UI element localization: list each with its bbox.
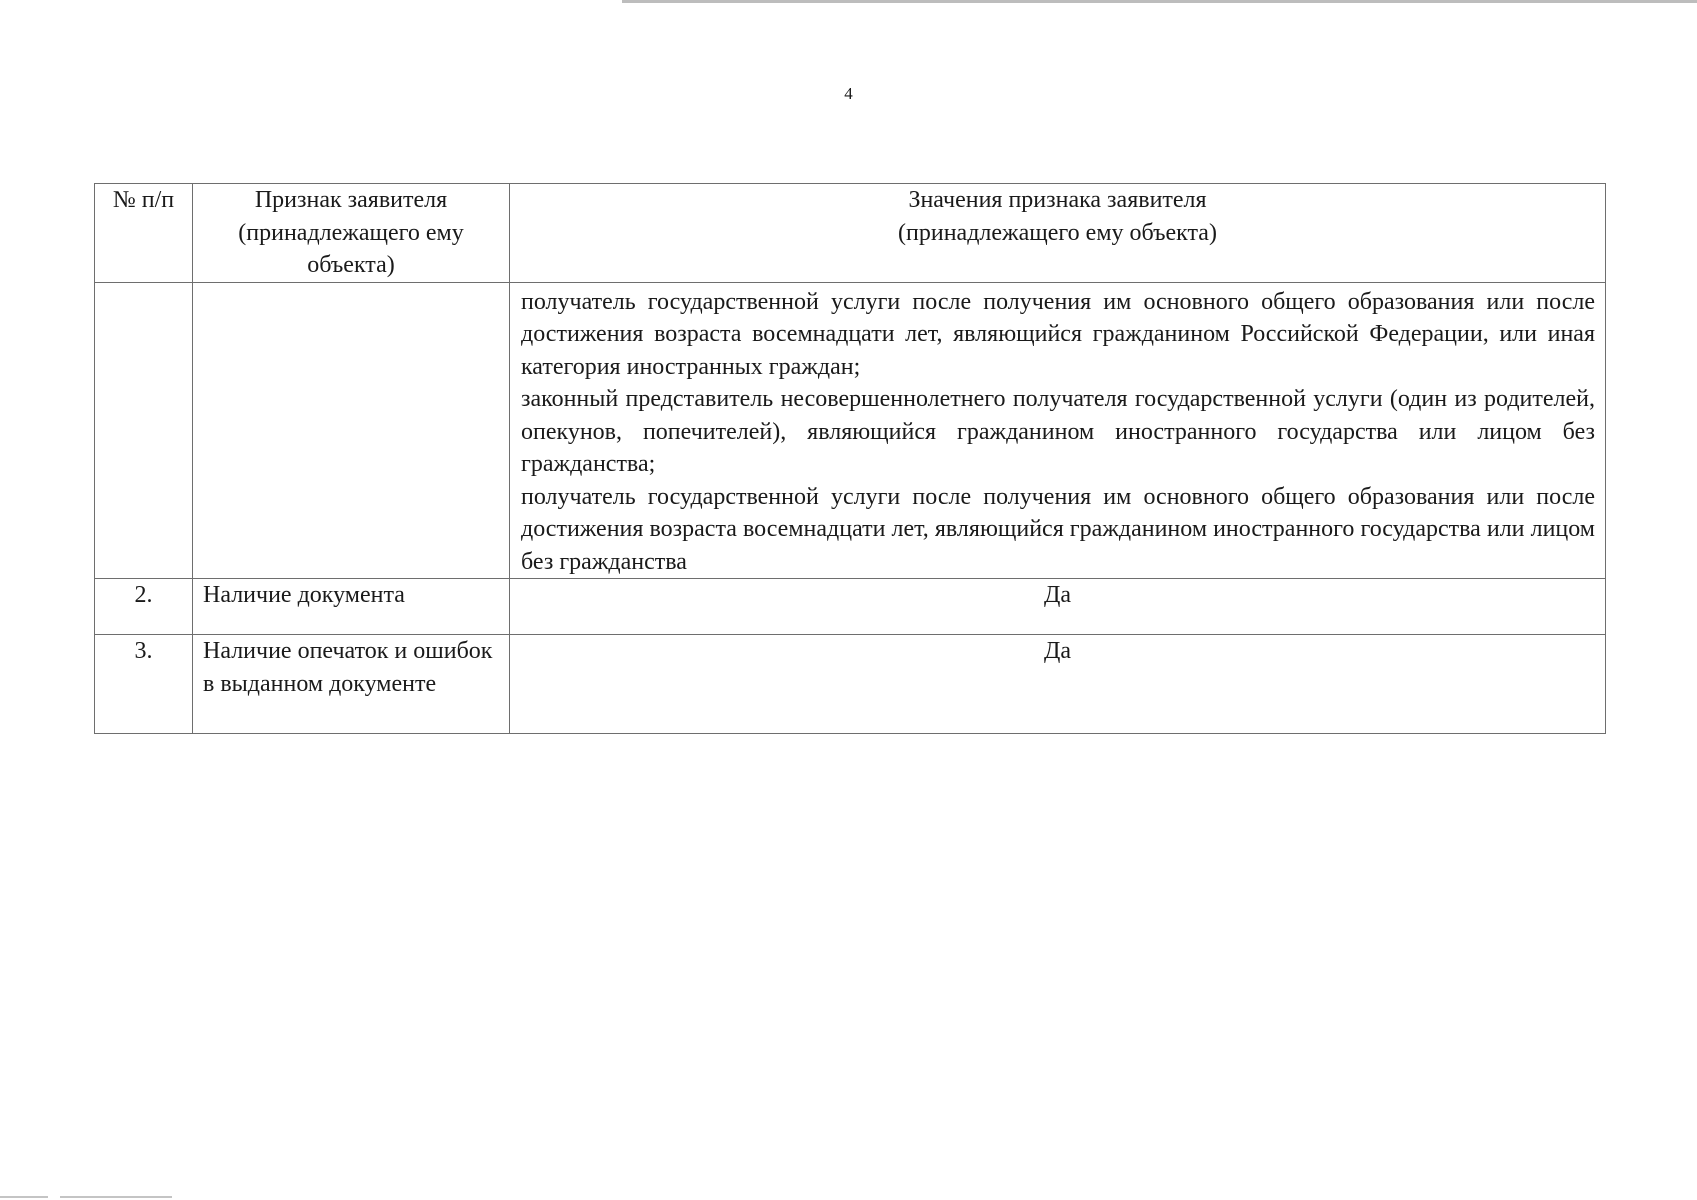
value-paragraph: получатель государственной услуги после получения им основного общего образования или после достижения возраста восемнадцати лет, являющийся гражданином иностранного государства или лицом без гражданства xyxy=(521,483,1595,575)
row-number-cell: 2. xyxy=(95,579,193,635)
scan-edge-bottom-mark xyxy=(60,1196,172,1198)
row-attribute-cell: Наличие опечаток и ошибок в выданном документе xyxy=(193,635,510,734)
scan-edge-top xyxy=(622,0,1697,3)
row-number-cell xyxy=(95,282,193,579)
table-row xyxy=(95,282,1606,579)
page-number: 4 xyxy=(844,84,853,103)
applicant-attributes-table xyxy=(94,183,1606,734)
header-number-label: № п/п xyxy=(112,187,175,213)
value-paragraph: законный представитель несовершеннолетнего получателя государственной услуги (один из родителей, опекунов, попечителей), являющийся гражданином иностранного государства или лицом без гражданства; xyxy=(521,386,1595,477)
header-attribute-line-2: (принадлежащего ему xyxy=(238,219,464,246)
table-row xyxy=(95,635,1606,734)
scan-edge-bottom-left xyxy=(0,1196,48,1198)
header-values xyxy=(510,184,1606,283)
row-attribute-cell xyxy=(193,282,510,579)
row-attribute-cell: Наличие документа xyxy=(193,579,510,635)
header-values-line-2: (принадлежащего ему объекта) xyxy=(898,219,1217,246)
row-value-cell: Да xyxy=(510,579,1606,635)
row-value-cell: Да xyxy=(510,635,1606,734)
table-row xyxy=(95,579,1606,635)
header-attribute-line-1: Признак заявителя xyxy=(254,187,448,213)
header-attribute xyxy=(193,184,510,283)
header-number xyxy=(95,184,193,283)
row-number-cell: 3. xyxy=(95,635,193,734)
header-attribute-line-3: объекта) xyxy=(307,252,395,278)
table-header-row xyxy=(95,184,1606,283)
header-values-line-1: Значения признака заявителя xyxy=(908,187,1207,213)
value-paragraph: получатель государственной услуги после получения им основного общего образования или после достижения возраста восемнадцати лет, являющийся гражданином Российской Федерации, или иная категория иностранных граждан; xyxy=(521,288,1595,380)
row-values-cell xyxy=(510,282,1606,579)
